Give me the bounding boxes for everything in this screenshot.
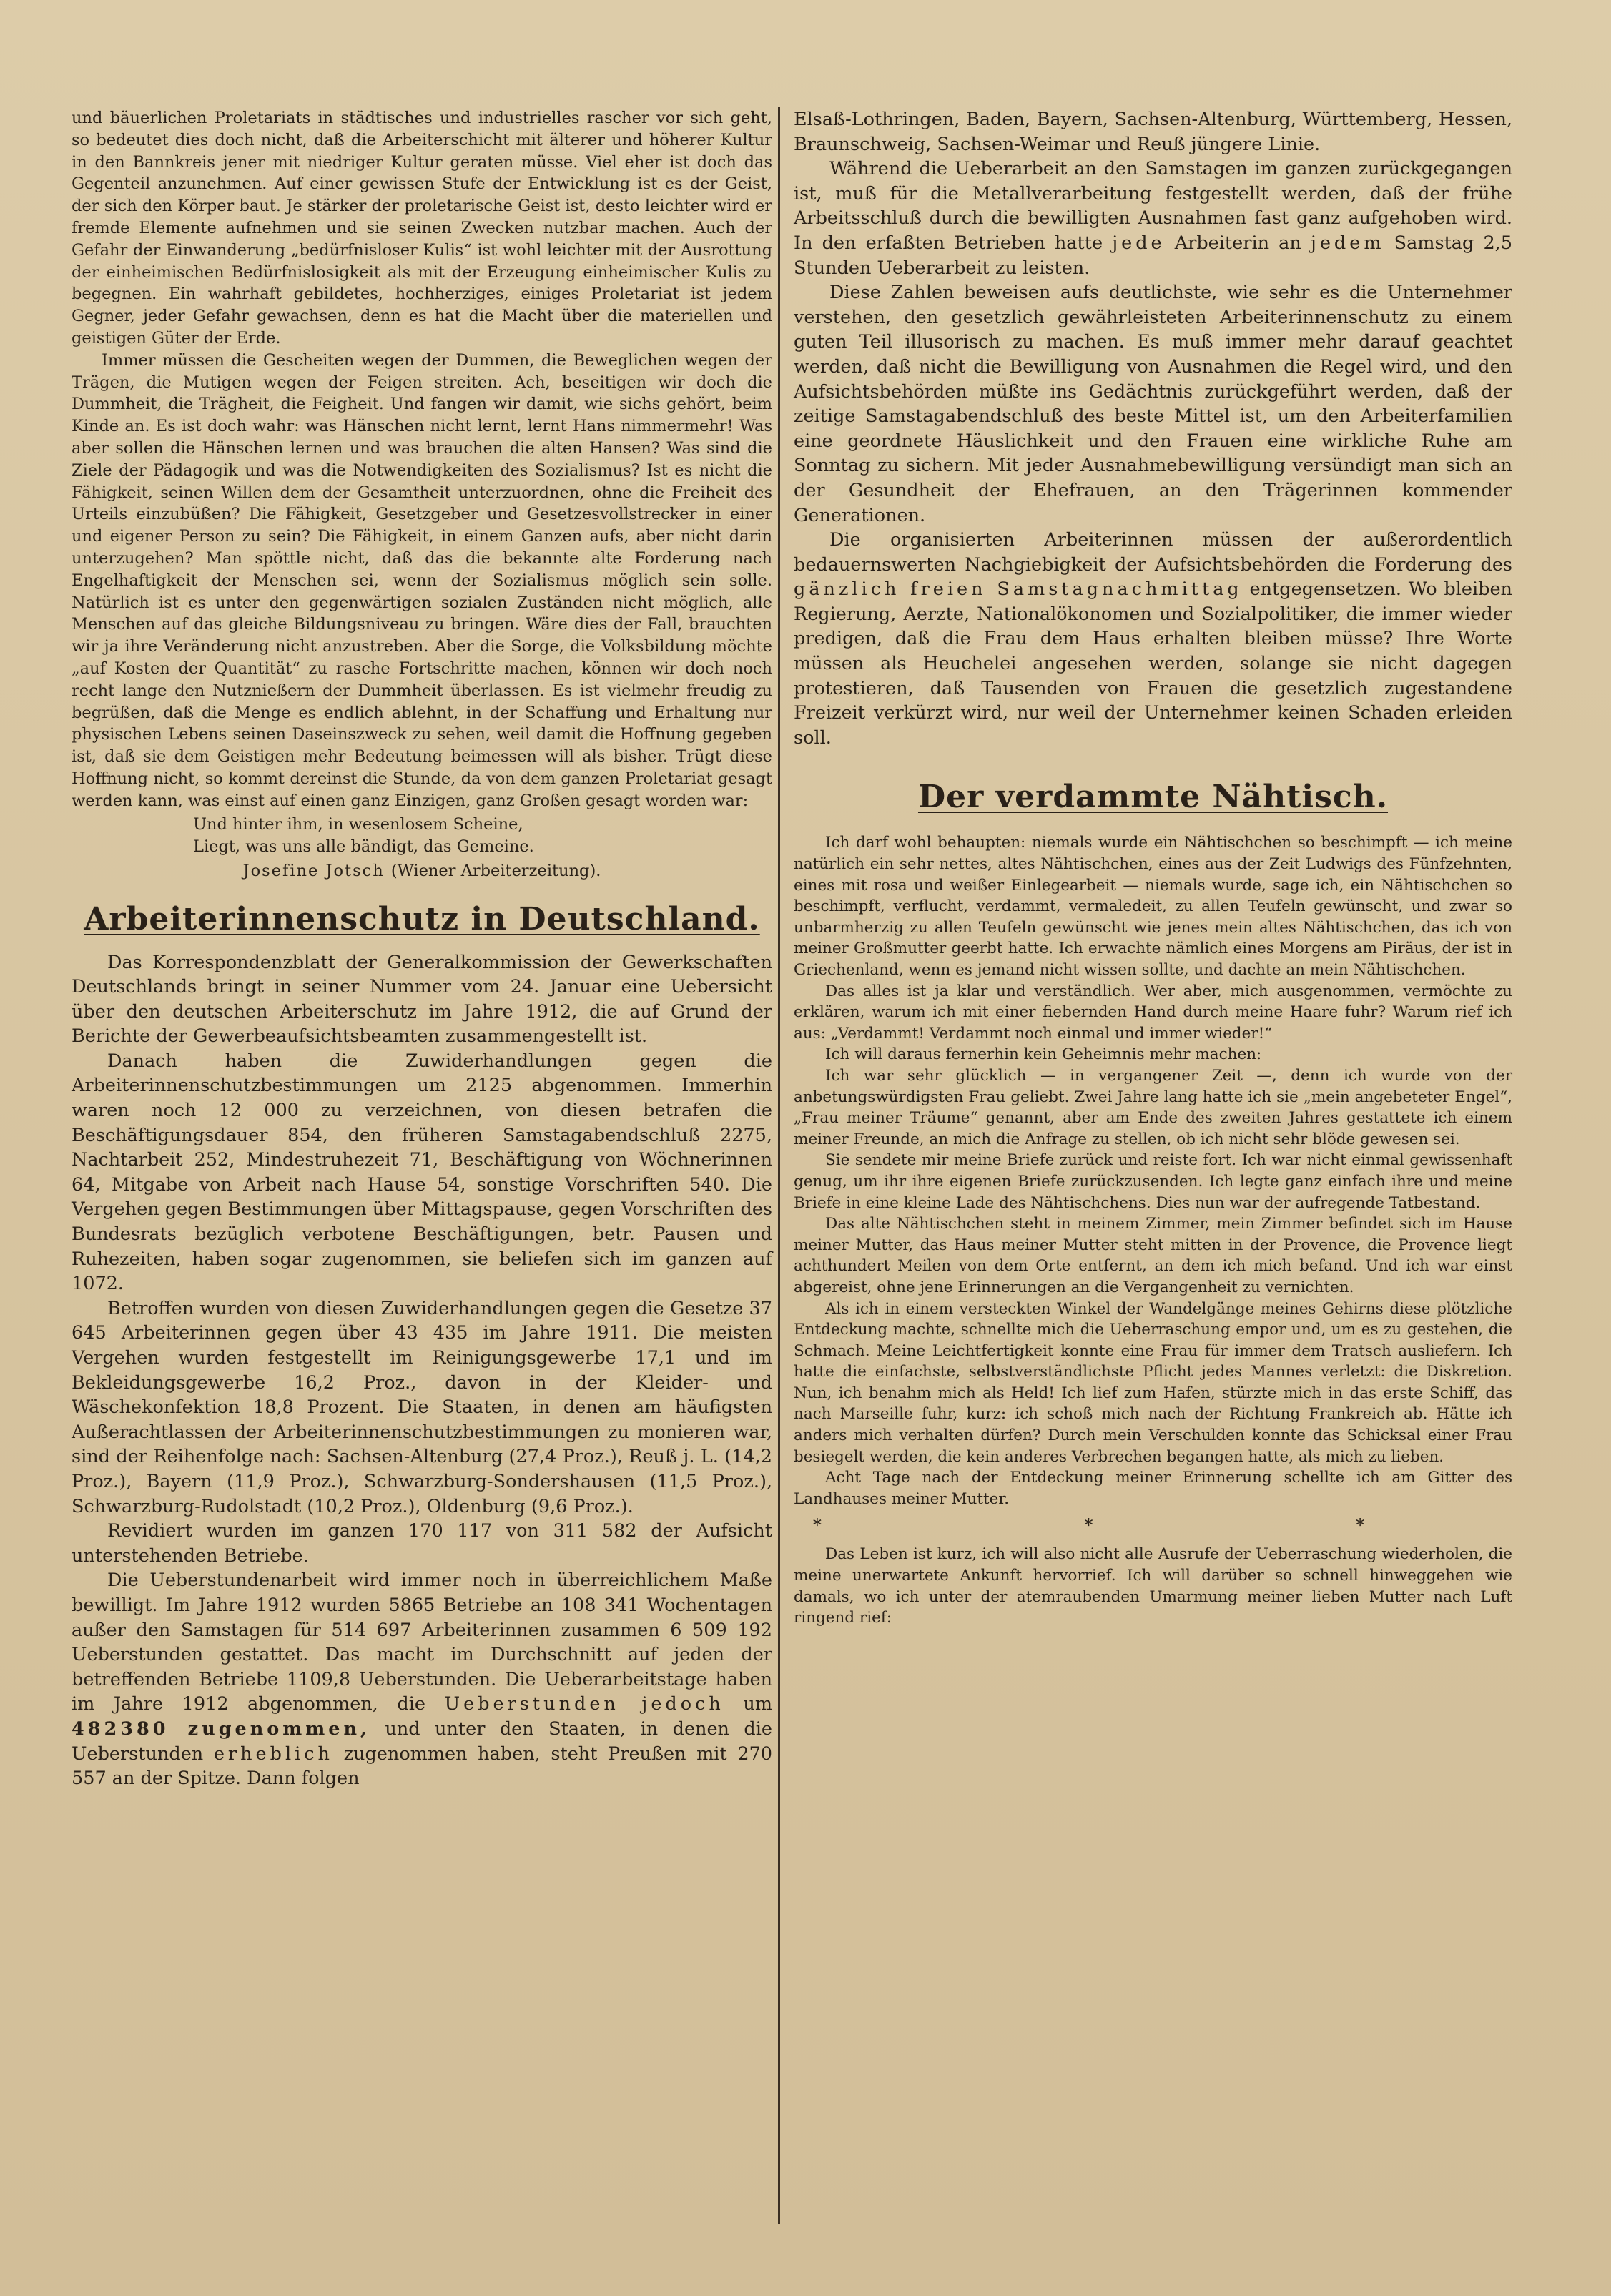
article-paragraph: Diese Zahlen beweisen aufs deutlichste, wie sehr es die Unternehmer verstehen, den gesetzlich gewährleisteten Arbeiterinnenschutz zu einem guten Teil illusorisch zu machen. Es muß immer mehr darauf geachtet werden, daß nicht die Bewilligung von Ausnahmen die Regel wird, und den Aufsichtsbehörden müßte ins Gedächtnis zurückgeführt werden, daß der zeitige Samstagabendschluß des beste Mittel ist, um den Arbeiterfamilien eine geordnete Häuslichkeit und den Frauen eine wirkliche Ruhe am Sonntag zu sichern. Mit jeder Ausnahmebewilligung versündigt man sich an der Gesundheit der Ehefrauen, an den Trägerinnen kommender Generationen. (794, 282, 1512, 526)
article-paragraph: Revidiert wurden im ganzen 170 117 von 311 582 der Aufsicht unterstehenden Betriebe. (72, 1520, 772, 1567)
story-paragraph: Ich darf wohl behaupten: niemals wurde ein Nähtischchen so beschimpft — ich meine natürlich ein sehr nettes, altes Nähtischchen, eines aus der Zeit Ludwigs des Fünfzehnten, eines mit rosa und weißer Einlegearbeit — niemals wurde, sage ich, ein Nähtischchen so beschimpft, verflucht, verdammt, vermaledeit, zu allen Teufeln gewünscht, und zwar so unbarmherzig zu allen Teufeln gewünscht wie jenes mein altes Nähtischchen, das ich von meiner Großmutter geerbt hatte. Ich erwachte nämlich eines Morgens am Piräus, der ist in Griechenland, wenn es jemand nicht wissen sollte, und dachte an mein Nähtischchen. (794, 834, 1512, 979)
poem-line: Liegt, was uns alle bändigt, das Gemeine. (193, 837, 534, 856)
spaced-text: Ueberstunden jedoch (444, 1693, 724, 1715)
story-paragraph: Das alte Nähtischchen steht in meinem Zimmer, mein Zimmer befindet sich im Hause meiner Mutter, das Haus meiner Mutter steht mitten in der Provence, die Provence liegt achthundert Meilen von dem Orte entfernt, an dem ich mich befand. Und ich war einst abgereist, ohne jene Erinnerungen an die Vergangenheit zu vernichten. (794, 1215, 1512, 1296)
paragraph-text: Die Ueberstundenarbeit wird immer noch in überreichlichem Maße bewilligt. Im Jahre 1912 wurden 5865 Betriebe an 108 341 Wochentagen außer den Samstagen für 514 697 Arbeiterinnen zusammen 6 509 192 Ueberstunden gestattet. Das macht im Durchschnitt auf jeden der betreffenden Betriebe 1109,8 Ueberstunden. Die Ueberarbeitstage haben im Jahre 1912 abgenommen, die (72, 1570, 772, 1715)
story-title: Der verdammte Nähtisch. (917, 779, 1389, 816)
article-continuation (794, 107, 1512, 750)
article-paragraph: Das Korrespondenzblatt der Generalkommission der Gewerkschaften Deutschlands bringt in seiner Nummer vom 24. Januar eine Uebersicht über den deutschen Arbeiterschutz im Jahre 1912, die auf Grund der Berichte der Gewerbeaufsichtsbeamten zusammengestellt ist. (72, 951, 772, 1048)
column-divider (778, 107, 780, 2224)
signature-source: (Wiener Arbeiterzeitung). (390, 861, 601, 880)
article-paragraph: Danach haben die Zuwiderhandlungen gegen die Arbeiterinnenschutzbestimmungen um 2125 abgenommen. Immerhin waren noch 12 000 zu verzeichnen, von diesen betrafen die Beschäftigungsdauer 854, den früheren Samstagabendschluß 2275, Nachtarbeit 252, Mindestruhezeit 71, Beschäftigung von Wöchnerinnen 64, Mitgabe von Arbeit nach Hause 54, sonstige Vorschriften 540. Die Vergehen gegen Bestimmungen über Mittagspause, gegen Vorschriften des Bundesrats bezüglich verbotene Beschäftigungen, betr. Pausen und Ruhezeiten, haben sogar zugenommen, sie beliefen sich im ganzen auf 1072. (72, 1050, 772, 1295)
paragraph-text: zugenommen haben, steht Preußen mit 270 557 an der Spitze. Dann folgen (72, 1743, 773, 1790)
article-paragraph (794, 157, 1512, 280)
article-paragraph: Elsaß-Lothringen, Baden, Bayern, Sachsen-Altenburg, Württemberg, Hessen, Braunschweig, Sachsen-Weimar und Reuß jüngere Linie. (794, 109, 1512, 155)
story-paragraph: Als ich in einem versteckten Winkel der Wandelgänge meines Gehirns diese plötzliche Entdeckung machte, schnellte mich die Ueberraschung empor und, um es zu gestehen, die Schmach. Meine Leichtfertigkeit konnte eine Frau für immer dem Tratsch ausliefern. Ich hatte die einfachste, selbstverständlichste Pflicht jedes Mannes verletzt: die Diskretion. Nun, ich benahm mich als Held! Ich lief zum Hafen, stürzte mich in das erste Schiff, das nach Marseille fuhr, kurz: ich schoß mich nach der Richtung Frankreich ab. Hätte ich anders mich verhalten dürfen? Durch mein Verschulden konnte das Schicksal einer Frau besiegelt werden, die kein anderes Verbrechen begangen hatte, als mich zu lieben. (794, 1299, 1512, 1466)
article-title: Arbeiterinnenschutz in Deutschland. (84, 900, 760, 937)
right-column (794, 107, 1512, 1629)
paragraph-text: und unter den Staaten, in denen die Ueberstunden (72, 1718, 773, 1765)
story-paragraph: Das Leben ist kurz, ich will also nicht alle Ausrufe der Ueberraschung wiederholen, die meine unerwartete Ankunft hervorrief. Ich will darüber so schnell hinweggehen wie damals, wo ich unter der atemraubenden Umarmung meiner lieben Mutter nach Luft ringend rief: (794, 1545, 1512, 1627)
story-body (794, 832, 1512, 1628)
poem-line: Und hinter ihm, in wesenlosem Scheine, (193, 814, 523, 834)
paragraph-text: Während die Ueberarbeit an den Samstagen im ganzen zurückgegangen ist, muß für die Metallverarbeitung festgestellt werden, daß der frühe Arbeitsschluß durch die bewilligten Ausnahmen fast ganz aufgehoben wird. In den erfaßten Betrieben hatte (794, 158, 1512, 254)
story-paragraph: Das alles ist ja klar und verständlich. Wer aber, mich ausgenommen, vermöchte zu erklären, warum ich mit einer fiebernden Hand durch meine Haare fuhr? Warum rief ich aus: „Verdammt! Verdammt noch einmal und immer wieder!“ (794, 982, 1512, 1043)
paragraph-text: Samstag 2,5 Stunden Ueberarbeit zu leisten. (794, 232, 1513, 279)
story-paragraph: Sie sendete mir meine Briefe zurück und reiste fort. Ich war nicht einmal gewissenhaft genug, um ihr ihre eigenen Briefe zurückzusenden. Ich legte ganz einfach ihre und meine Briefe in eine kleine Lade des Nähtischchens. Dies nun war der aufregende Tatbestand. (794, 1151, 1512, 1212)
poem-quote (193, 814, 772, 858)
spaced-text: erheblich (213, 1743, 333, 1765)
article-body (72, 950, 772, 1791)
left-column (72, 107, 772, 1791)
section-separator: * * * (812, 1515, 1494, 1536)
spaced-text: jedem (1310, 232, 1385, 254)
author-name: Josefine Jotsch (242, 861, 385, 880)
paragraph-text: um (743, 1693, 773, 1715)
author-signature (72, 859, 772, 882)
essay-continuation (72, 107, 772, 812)
paragraph-text: Arbeiterin an (1174, 232, 1301, 254)
essay-paragraph: und bäuerlichen Proletariats in städtisches und industrielles rascher vor sich geht, so bedeutet dies doch nicht, daß die Arbeiterschicht mit älterer und höherer Kultur in den Bannkreis jener mit niedriger Kultur geraten müsse. Viel eher ist doch das Gegenteil anzunehmen. Auf einer gewissen Stufe der Entwicklung ist es der Geist, der sich den Körper baut. Je stärker der proletarische Geist ist, desto leichter wird er fremde Elemente aufnehmen und sie seinen Zwecken nutzbar machen. Auch der Gefahr der Einwanderung „bedürfnisloser Kulis“ ist wohl leichter mit der Ausrottung der einheimischen Bedürfnislosigkeit als mit der Erzeugung einheimischer Kulis zu begegnen. Ein wahrhaft gebildetes, hochherziges, einiges Proletariat ist jedem Gegner, jeder Gefahr gewachsen, denn es hat die Macht über die materiellen und geistigen Güter der Erde. (72, 109, 772, 348)
article-paragraph (794, 528, 1512, 750)
story-paragraph: Ich war sehr glücklich — in vergangener Zeit —, denn ich wurde von der anbetungswürdigsten Frau geliebt. Zwei Jahre lang hatte ich sie „mein angebeteter Engel“, „Frau meiner Träume“ genannt, aber am Ende des zweiten Jahres gestattete ich einem meiner Freunde, an mich die Anfrage zu stellen, ob ich nicht sehr blöde gewesen sei. (794, 1066, 1512, 1148)
paragraph-text: entgegensetzen. Wo bleiben Regierung, Aerzte, Nationalökonomen und Sozialpolitiker, die immer wieder predigen, daß die Frau dem Haus erhalten bleiben müsse? Ihre Worte müssen als Heuchelei angesehen werden, solange sie nicht dagegen protestieren, daß Tausenden von Frauen die gesetzlich zugestandene Freizeit verkürzt wird, nur weil der Unternehmer keinen Schaden erleiden soll. (794, 578, 1512, 749)
article-paragraph: Betroffen wurden von diesen Zuwiderhandlungen gegen die Gesetze 37 645 Arbeiterinnen gegen über 43 435 im Jahre 1911. Die meisten Vergehen wurden festgestellt im Reinigungsgewerbe 17,1 und im Bekleidungsgewerbe 16,2 Proz., davon in der Kleider- und Wäschekonfektion 18,8 Prozent. Die Staaten, in denen am häufigsten Außerachtlassen der Arbeiterinnenschutzbestimmungen zu monieren war, sind der Reihenfolge nach: Sachsen-Altenburg (27,4 Proz.), Reuß j. L. (14,2 Proz.), Bayern (11,9 Proz.), Schwarzburg-Sondershausen (11,5 Proz.), Schwarzburg-Rudolstadt (10,2 Proz.), Oldenburg (9,6 Proz.). (72, 1297, 772, 1517)
story-paragraph: Ich will daraus fernerhin kein Geheimnis mehr machen: (825, 1045, 1262, 1064)
spaced-text: gänzlich freien Samstagnachmittag (794, 578, 1243, 601)
story-paragraph: Acht Tage nach der Entdeckung meiner Erinnerung schellte ich am Gitter des Landhauses meiner Mutter. (794, 1469, 1512, 1508)
spaced-text: jede (1112, 232, 1166, 254)
paragraph-text: Die organisierten Arbeiterinnen müssen der außerordentlich bedauernswerten Nachgiebigkeit der Aufsichtsbehörden die Forderung des (794, 529, 1512, 576)
article-paragraph (72, 1568, 772, 1790)
essay-paragraph: Immer müssen die Gescheiten wegen der Dummen, die Beweglichen wegen der Trägen, die Mutigen wegen der Feigen streiten. Ach, beseitigen wir doch die Dummheit, die Trägheit, die Feigheit. Und fangen wir damit, wie sichs gehört, beim Kinde an. Es ist doch wahr: was Hänschen nicht lernt, lernt Hans nimmermehr! Was aber sollen die Hänschen lernen und was brauchen die alten Hansen? Was sind die Ziele der Pädagogik und was die Notwendigkeiten des Sozialismus? Ist es nicht die Fähigkeit, seinen Willen dem der Gesamtheit unterzuordnen, ohne die Freiheit des Urteils einzubüßen? Die Fähigkeit, Gesetzgeber und Gesetzesvollstrecker in einer und eigener Person zu sein? Die Fähigkeit, in einem Ganzen aufs, aber nicht darin unterzugehen? Man spöttle nicht, daß das die bekannte alte Forderung nach Engelhaftigkeit der Menschen sei, wenn der Sozialismus möglich sein solle. Natürlich ist es unter den gegenwärtigen sozialen Zuständen nicht möglich, alle Menschen auf das gleiche Bildungsniveau zu bringen. Wäre dies der Fall, brauchten wir ja ihre Veränderung nicht anzustreben. Aber die Sorge, die Volksbildung möchte „auf Kosten der Quantität“ zu rasche Fortschritte machen, können wir doch noch recht lange den Nutznießern der Dummheit überlassen. Es ist vielmehr freudig zu begrüßen, daß die Menge es endlich ablehnt, in der Schaffung und Erhaltung nur physischen Lebens seinen Daseinszweck zu sehen, weil damit die Hoffnung gegeben ist, daß sie dem Geistigen mehr Bedeutung beimessen will als bisher. Trügt diese Hoffnung nicht, so kommt dereinst die Stunde, da von dem ganzen Proletariat gesagt werden kann, was einst auf einen ganz Einzigen, ganz Großen gesagt worden war: (72, 350, 772, 810)
spaced-bold-text: 482380 zugenommen, (72, 1718, 370, 1740)
